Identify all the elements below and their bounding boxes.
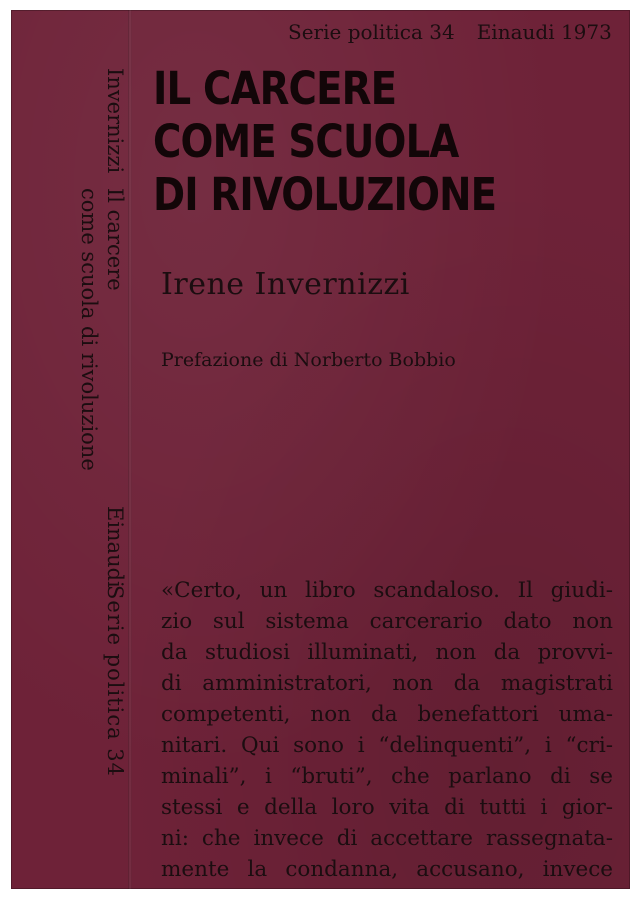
- spine-publisher: Einaudi: [103, 506, 127, 588]
- title-line-3: DI RIVOLUZIONE: [153, 168, 497, 221]
- spine-author: Invernizzi: [103, 68, 127, 174]
- preface-credit: Prefazione di Norberto Bobbio: [161, 349, 456, 371]
- quote-line: «Certo, un libro scandaloso. Il giudi-: [161, 578, 613, 603]
- quote-line: da studiosi illuminati, non da provvi-: [161, 640, 613, 665]
- quote-line: ni: che invece di accettare rassegnata-: [161, 826, 613, 851]
- series-label: Serie politica 34: [288, 20, 455, 44]
- book-spine: [57, 68, 127, 888]
- quote-line: competenti, non da benefattori uma-: [161, 702, 613, 727]
- series-header: [288, 20, 618, 44]
- quote-line: minali”, i “bruti”, che parlano di se: [161, 764, 613, 789]
- publisher-year: Einaudi 1973: [476, 20, 612, 44]
- quote-line: zio sul sistema carcerario dato non: [161, 609, 613, 634]
- spine-title-line-2: come scuola di rivoluzione: [77, 188, 101, 471]
- book-cover: [11, 10, 630, 889]
- book-title: [153, 62, 514, 221]
- quote-line: nitari. Qui sono i “delinquenti”, i “cri-: [161, 733, 613, 758]
- blurb-quote: [161, 575, 613, 885]
- spine-title-line-1: Il carcere: [103, 188, 127, 291]
- spine-fold: [128, 10, 132, 889]
- quote-line: stessi e della loro vita di tutti i gior-: [161, 795, 613, 820]
- spine-series: Serie politica 34: [103, 585, 127, 778]
- quote-line: mente la condanna, accusano, invece: [161, 857, 613, 882]
- title-line-2: COME SCUOLA: [153, 115, 459, 168]
- author-name: Irene Invernizzi: [161, 267, 410, 302]
- title-line-1: IL CARCERE: [153, 62, 397, 115]
- quote-line: di amministratori, non da magistrati: [161, 671, 613, 696]
